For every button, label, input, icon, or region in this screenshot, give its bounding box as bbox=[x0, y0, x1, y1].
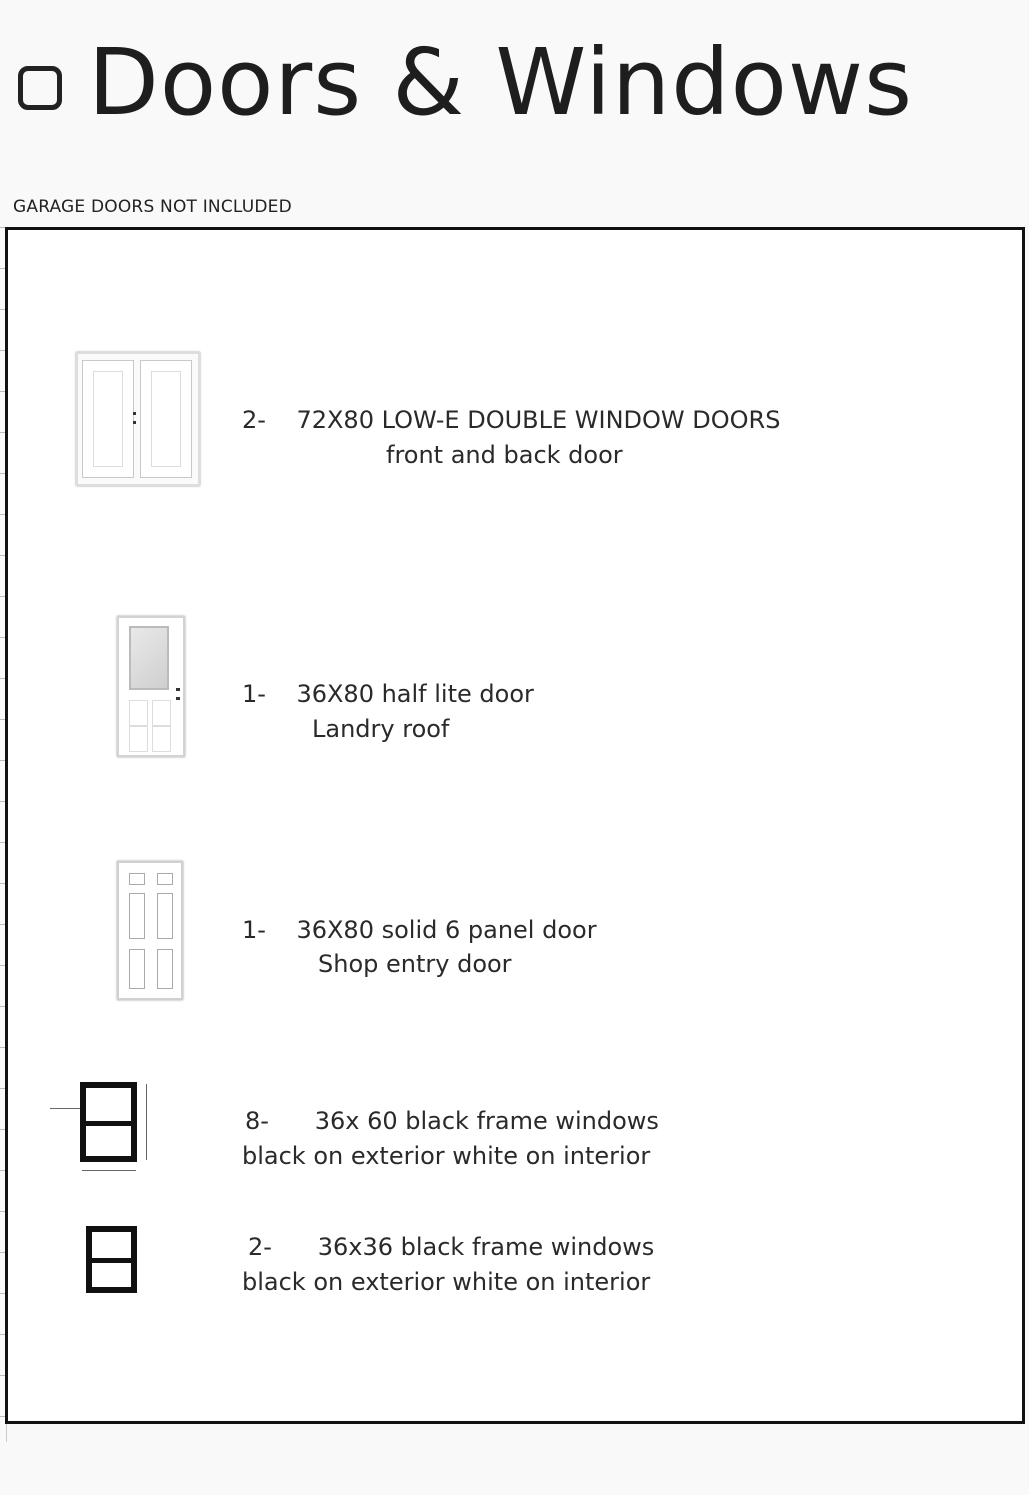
item-2-line-1: 1- 36X80 half lite door bbox=[242, 680, 534, 708]
dimension-line bbox=[146, 1084, 147, 1160]
checkbox-empty-icon[interactable] bbox=[18, 66, 62, 110]
item-1-line-1: 2- 72X80 LOW-E DOUBLE WINDOW DOORS bbox=[242, 406, 781, 434]
black-frame-window-icon bbox=[80, 1082, 137, 1162]
item-4-line-2: black on exterior white on interior bbox=[242, 1142, 651, 1170]
item-3-line-2: Shop entry door bbox=[318, 950, 512, 978]
item-1-line-2: front and back door bbox=[386, 441, 623, 469]
item-5-line-1: 2- 36x36 black frame windows bbox=[248, 1233, 655, 1261]
dimension-line bbox=[50, 1108, 80, 1109]
double-glass-door-icon bbox=[76, 352, 200, 486]
item-5-line-2: black on exterior white on interior bbox=[242, 1268, 651, 1296]
page-header bbox=[18, 28, 913, 138]
item-3-line-1: 1- 36X80 solid 6 panel door bbox=[242, 916, 597, 944]
black-frame-window-icon bbox=[86, 1226, 137, 1293]
half-lite-door-icon bbox=[117, 616, 185, 757]
item-2-line-2: Landry roof bbox=[312, 715, 450, 743]
six-panel-door-icon bbox=[117, 861, 183, 1000]
garage-note: GARAGE DOORS NOT INCLUDED bbox=[13, 197, 292, 217]
item-4-line-1: 8- 36x 60 black frame windows bbox=[245, 1107, 659, 1135]
page-title: Doors & Windows bbox=[88, 29, 914, 136]
dimension-line bbox=[82, 1170, 136, 1171]
